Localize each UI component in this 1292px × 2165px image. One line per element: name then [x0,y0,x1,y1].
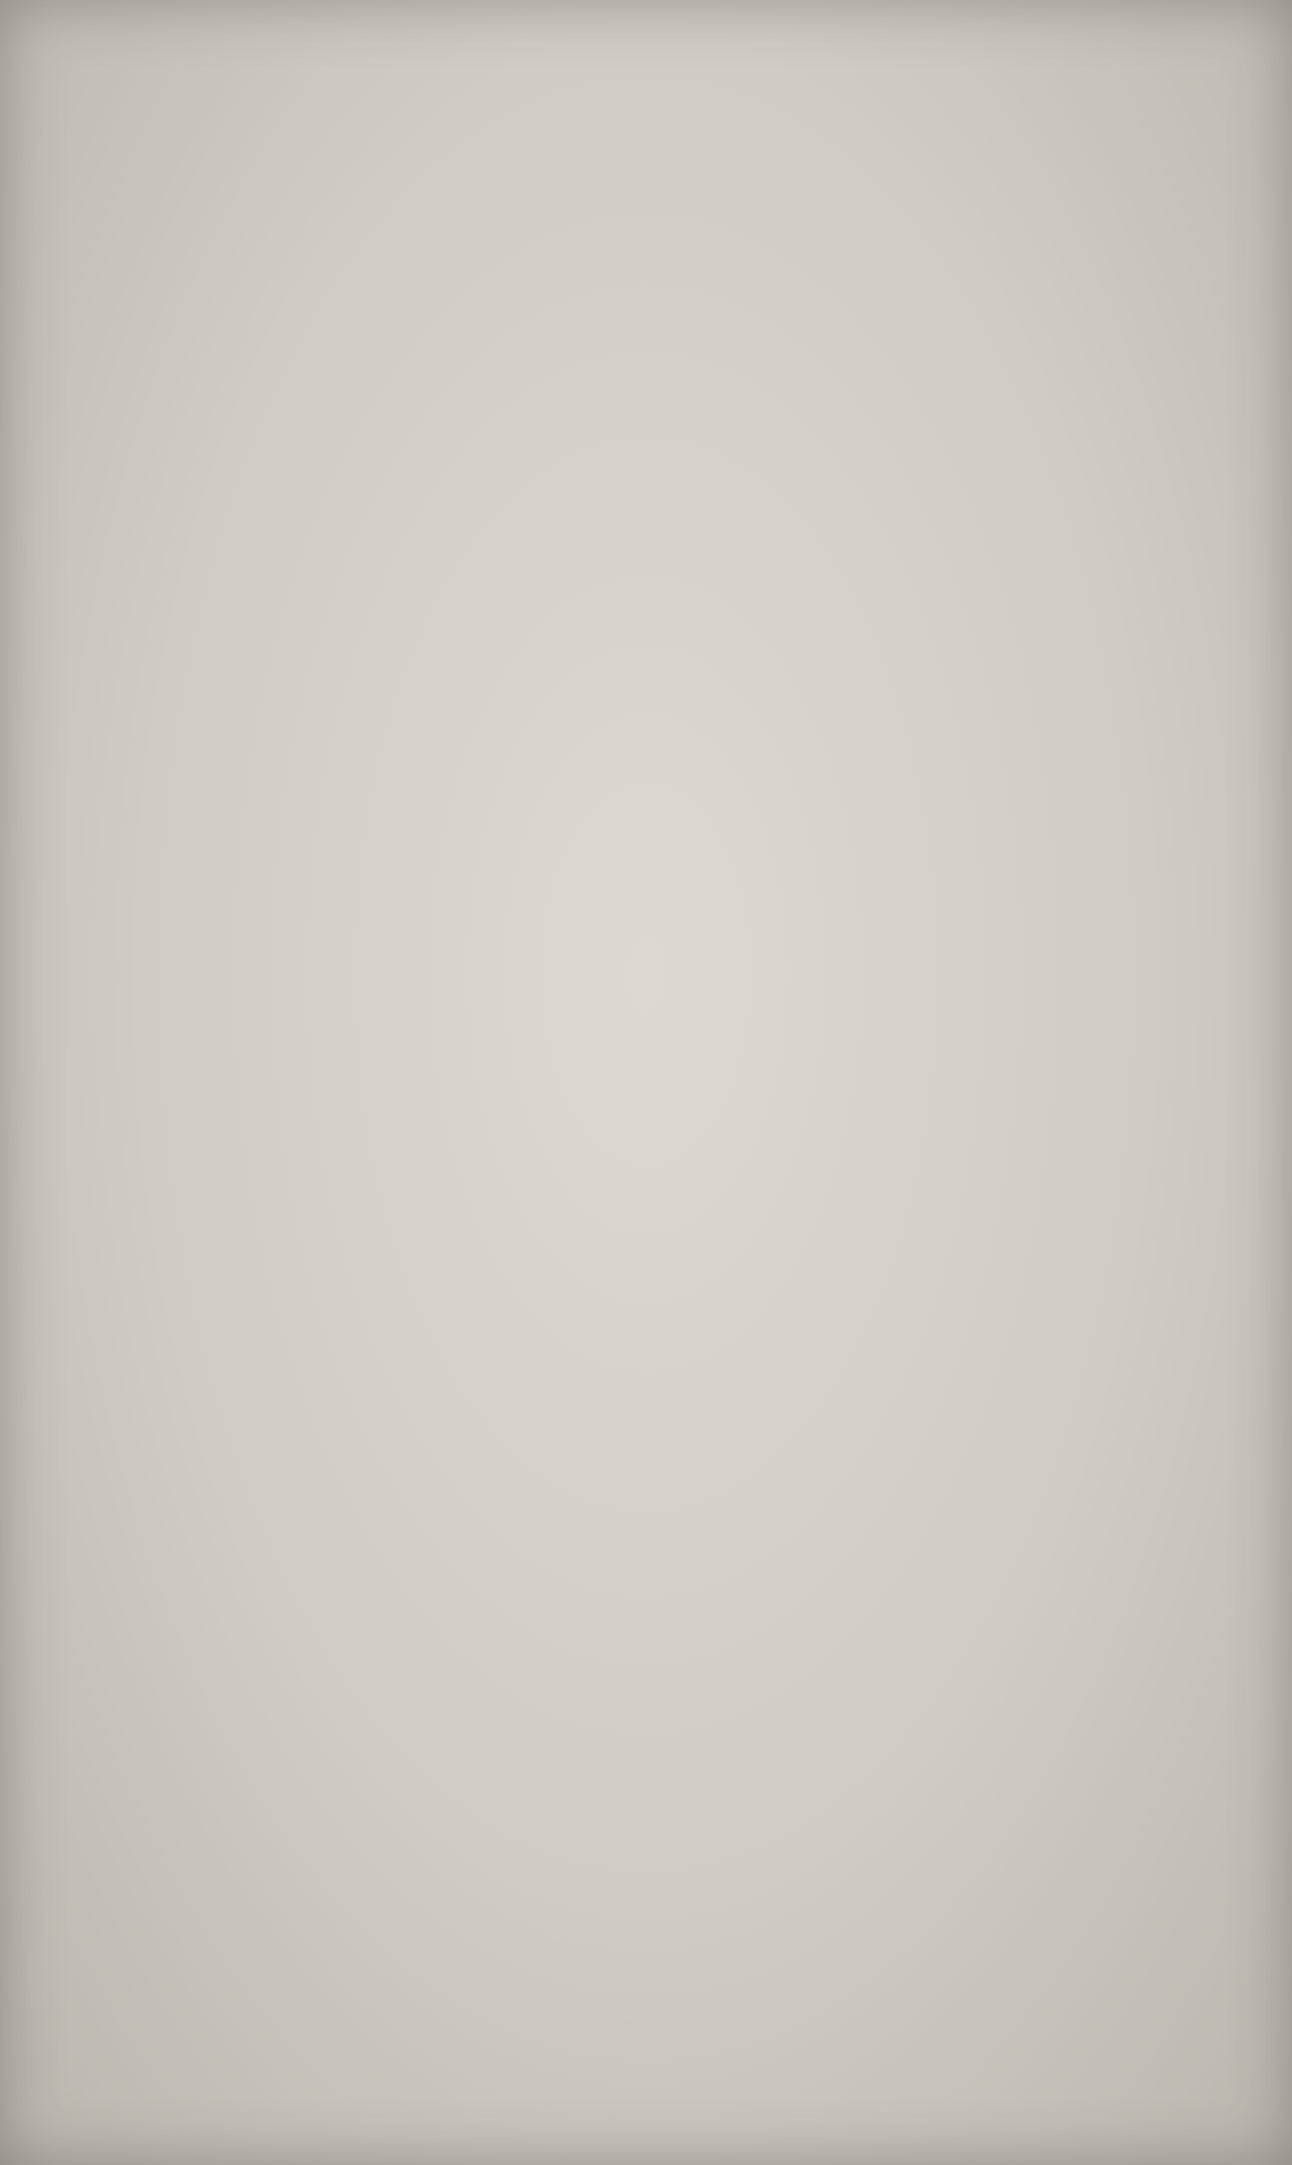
page-text [112,100,1152,158]
